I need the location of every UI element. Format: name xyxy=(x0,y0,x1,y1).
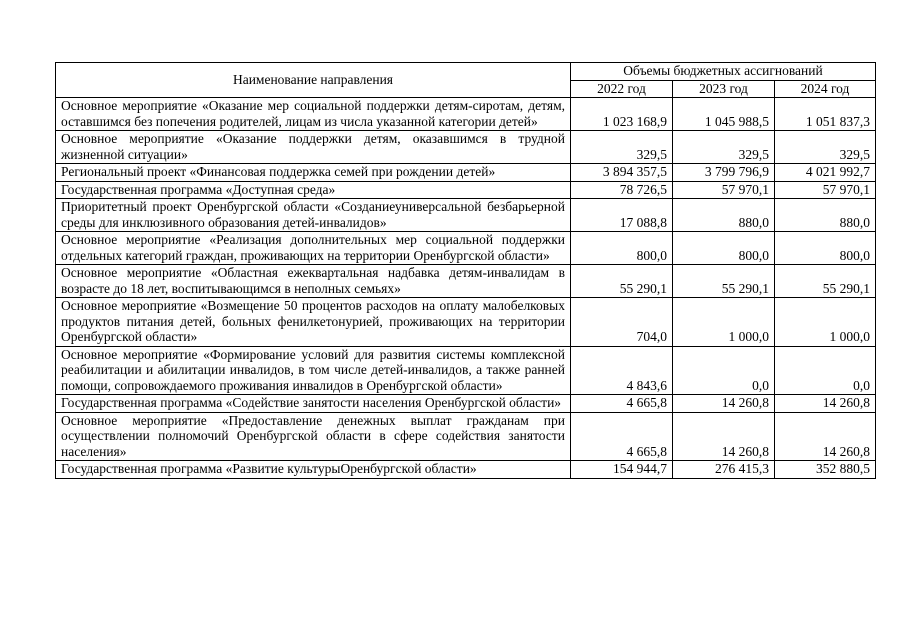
row-name-cell: Основное мероприятие «Оказание мер социальной поддержки детям-сиротам, детям, оставшимся без попечения родителей, лицам из числа указанной категории детей» xyxy=(56,98,571,131)
value-2023-cell: 57 970,1 xyxy=(673,181,775,199)
value-2024-cell: 800,0 xyxy=(775,232,876,265)
value-2024-cell: 1 051 837,3 xyxy=(775,98,876,131)
value-2024-cell: 352 880,5 xyxy=(775,461,876,479)
row-name-cell: Основное мероприятие «Возмещение 50 процентов расходов на оплату малобелковых продуктов питания детей, больных фенилкетонурией, проживающих на территории Оренбургской области» xyxy=(56,298,571,347)
value-2023-cell: 276 415,3 xyxy=(673,461,775,479)
value-2022-cell: 78 726,5 xyxy=(571,181,673,199)
value-2023-cell: 14 260,8 xyxy=(673,412,775,461)
header-budget-group: Объемы бюджетных ассигнований xyxy=(571,63,876,81)
value-2023-cell: 329,5 xyxy=(673,131,775,164)
value-2022-cell: 4 665,8 xyxy=(571,395,673,413)
value-2023-cell: 3 799 796,9 xyxy=(673,164,775,182)
value-2022-cell: 17 088,8 xyxy=(571,199,673,232)
value-2024-cell: 14 260,8 xyxy=(775,412,876,461)
header-row-top xyxy=(56,63,876,81)
header-year-2024: 2024 год xyxy=(775,80,876,98)
table-row xyxy=(56,199,876,232)
value-2022-cell: 1 023 168,9 xyxy=(571,98,673,131)
value-2022-cell: 4 843,6 xyxy=(571,346,673,395)
row-name-cell: Государственная программа «Содействие занятости населения Оренбургской области» xyxy=(56,395,571,413)
value-2022-cell: 800,0 xyxy=(571,232,673,265)
value-2024-cell: 14 260,8 xyxy=(775,395,876,413)
value-2024-cell: 57 970,1 xyxy=(775,181,876,199)
value-2024-cell: 880,0 xyxy=(775,199,876,232)
table-row xyxy=(56,265,876,298)
value-2023-cell: 0,0 xyxy=(673,346,775,395)
value-2022-cell: 329,5 xyxy=(571,131,673,164)
value-2024-cell: 329,5 xyxy=(775,131,876,164)
value-2023-cell: 1 000,0 xyxy=(673,298,775,347)
table-row xyxy=(56,232,876,265)
value-2022-cell: 55 290,1 xyxy=(571,265,673,298)
table-row xyxy=(56,181,876,199)
row-name-cell: Региональный проект «Финансовая поддержка семей при рождении детей» xyxy=(56,164,571,182)
value-2023-cell: 1 045 988,5 xyxy=(673,98,775,131)
value-2022-cell: 154 944,7 xyxy=(571,461,673,479)
value-2023-cell: 800,0 xyxy=(673,232,775,265)
value-2024-cell: 1 000,0 xyxy=(775,298,876,347)
table-row xyxy=(56,98,876,131)
row-name-cell: Приоритетный проект Оренбургской области «Созданиеуниверсальной безбарьерной среды для инклюзивного образования детей-инвалидов» xyxy=(56,199,571,232)
value-2024-cell: 55 290,1 xyxy=(775,265,876,298)
header-year-2022: 2022 год xyxy=(571,80,673,98)
row-name-cell: Государственная программа «Доступная среда» xyxy=(56,181,571,199)
table-row xyxy=(56,131,876,164)
row-name-cell: Основное мероприятие «Предоставление денежных выплат гражданам при осуществлении полномочий Оренбургской области в сфере содействия занятости населения» xyxy=(56,412,571,461)
value-2024-cell: 4 021 992,7 xyxy=(775,164,876,182)
value-2023-cell: 14 260,8 xyxy=(673,395,775,413)
table-row xyxy=(56,412,876,461)
row-name-cell: Государственная программа «Развитие культурыОренбургской области» xyxy=(56,461,571,479)
value-2022-cell: 3 894 357,5 xyxy=(571,164,673,182)
value-2022-cell: 4 665,8 xyxy=(571,412,673,461)
header-year-2023: 2023 год xyxy=(673,80,775,98)
value-2022-cell: 704,0 xyxy=(571,298,673,347)
value-2024-cell: 0,0 xyxy=(775,346,876,395)
row-name-cell: Основное мероприятие «Оказание поддержки детям, оказавшимся в трудной жизненной ситуации» xyxy=(56,131,571,164)
row-name-cell: Основное мероприятие «Формирование условий для развития системы комплексной реабилитации и абилитации инвалидов, в том числе детей-инвалидов, а также ранней помощи, сопровождаемого проживания инвалидов в Оренбургской области» xyxy=(56,346,571,395)
table-row xyxy=(56,298,876,347)
header-name-column: Наименование направления xyxy=(56,63,571,98)
row-name-cell: Основное мероприятие «Реализация дополнительных мер социальной поддержки отдельных категорий граждан, проживающих на территории Оренбургской области» xyxy=(56,232,571,265)
table-row xyxy=(56,164,876,182)
value-2023-cell: 880,0 xyxy=(673,199,775,232)
table-row xyxy=(56,461,876,479)
table-row xyxy=(56,346,876,395)
row-name-cell: Основное мероприятие «Областная ежеквартальная надбавка детям-инвалидам в возрасте до 18 лет, воспитывающимся в неполных семьях» xyxy=(56,265,571,298)
value-2023-cell: 55 290,1 xyxy=(673,265,775,298)
budget-table xyxy=(55,62,876,479)
table-row xyxy=(56,395,876,413)
